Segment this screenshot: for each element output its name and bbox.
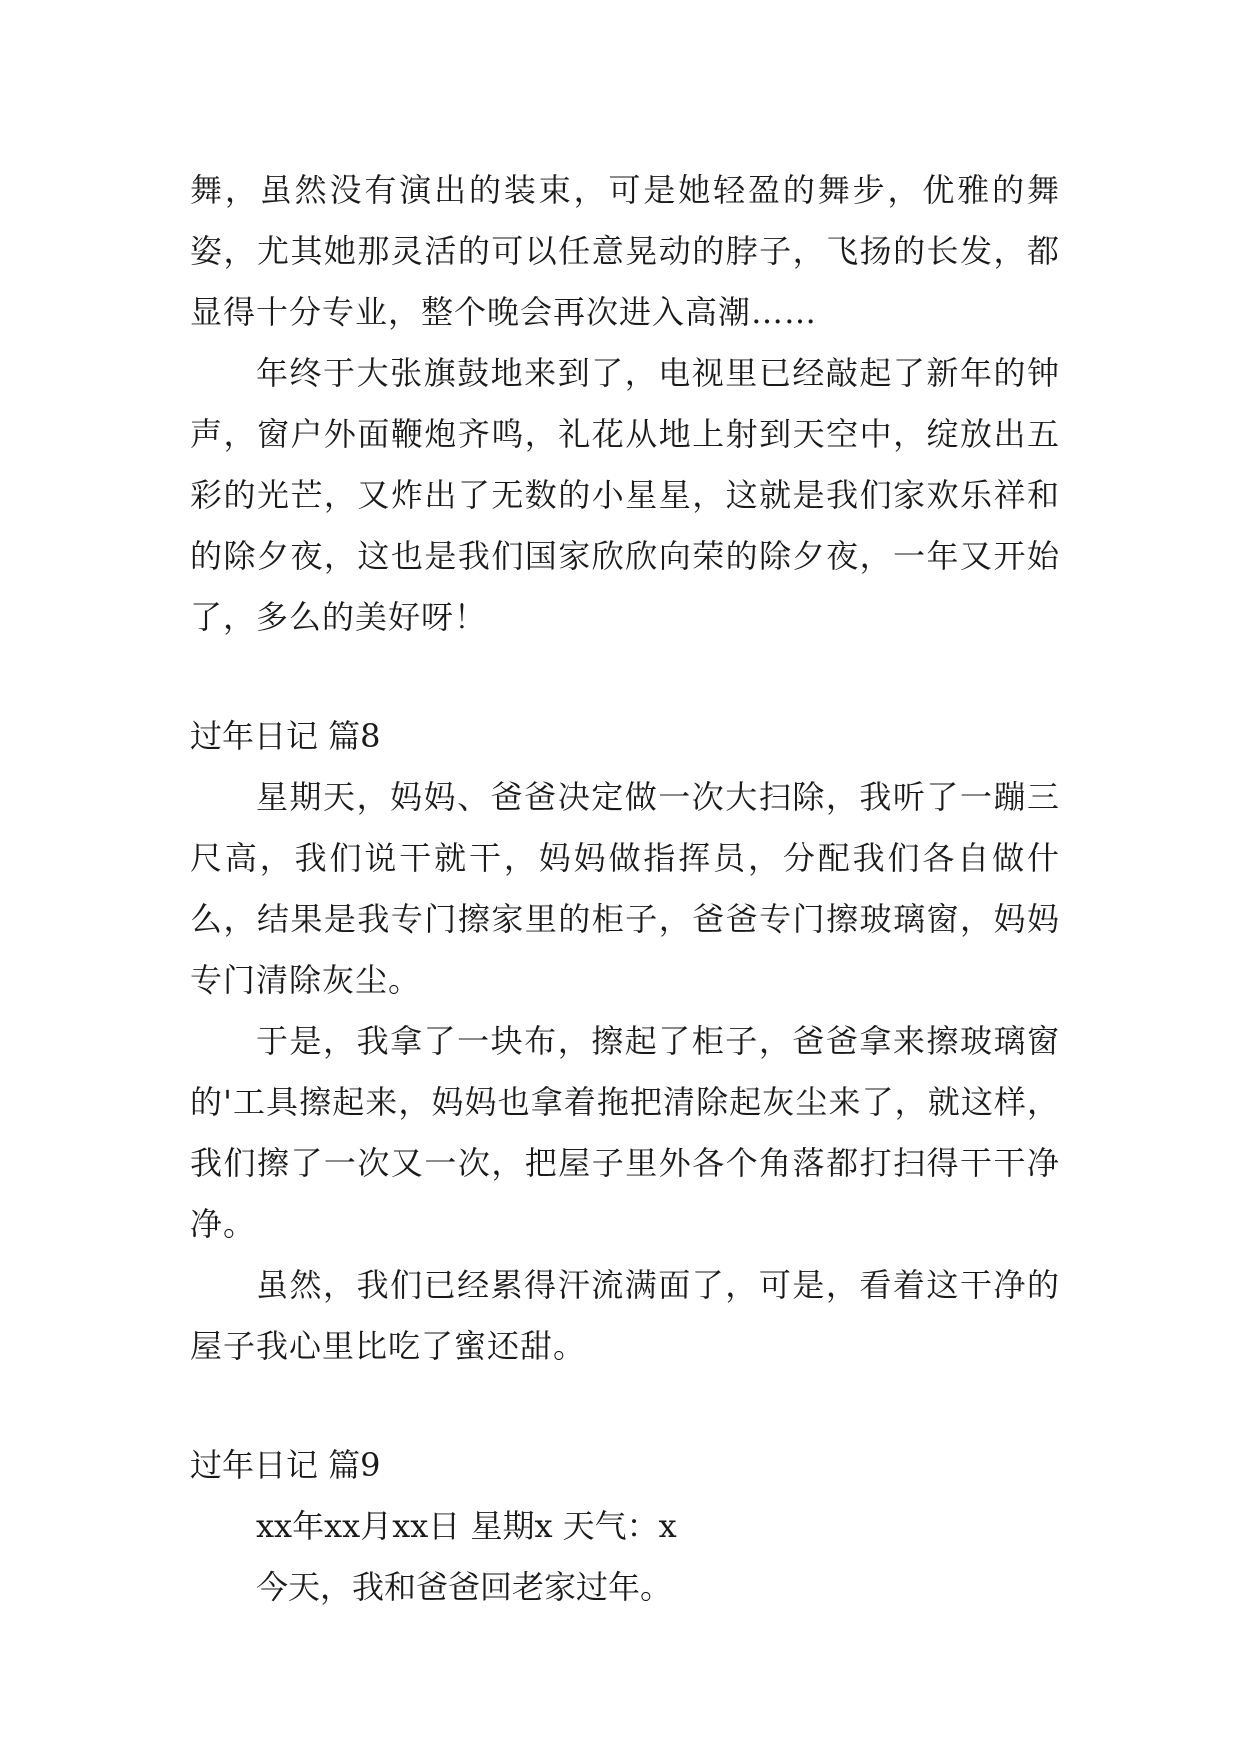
paragraph: 舞，虽然没有演出的装束，可是她轻盈的舞步，优雅的舞姿，尤其她那灵活的可以任意晃动的脖子，飞扬的长发，都显得十分专业，整个晚会再次进入高潮…… (190, 171, 1060, 331)
document-page (190, 160, 1060, 1618)
paragraph: 于是，我拿了一块布，擦起了柜子，爸爸拿来擦玻璃窗的'工具擦起来，妈妈也拿着拖把清除起灰尘来了，就这样，我们擦了一次又一次，把屋子里外各个角落都打扫得干干净净。 (190, 1022, 1060, 1243)
section-heading-9: 过年日记 篇9 (190, 1446, 381, 1484)
paragraph: 虽然，我们已经累得汗流满面了，可是，看着这干净的屋子我心里比吃了蜜还甜。 (190, 1266, 1060, 1365)
paragraph: 今天，我和爸爸回老家过年。 (256, 1568, 673, 1606)
paragraph: 星期天，妈妈、爸爸决定做一次大扫除，我听了一蹦三尺高，我们说干就干，妈妈做指挥员，分配我们各自做什么，结果是我专门擦家里的柜子，爸爸专门擦玻璃窗，妈妈专门清除灰尘。 (190, 778, 1060, 999)
paragraph: 年终于大张旗鼓地来到了，电视里已经敲起了新年的钟声，窗户外面鞭炮齐鸣，礼花从地上射到天空中，绽放出五彩的光芒，又炸出了无数的小星星，这就是我们家欢乐祥和的除夕夜，这也是我们国家欣欣向荣的除夕夜，一年又开始了，多么的美好呀！ (190, 354, 1060, 636)
date-weather-line: xx年xx月xx日 星期x 天气：x (256, 1507, 677, 1545)
section-heading-8: 过年日记 篇8 (190, 717, 381, 755)
